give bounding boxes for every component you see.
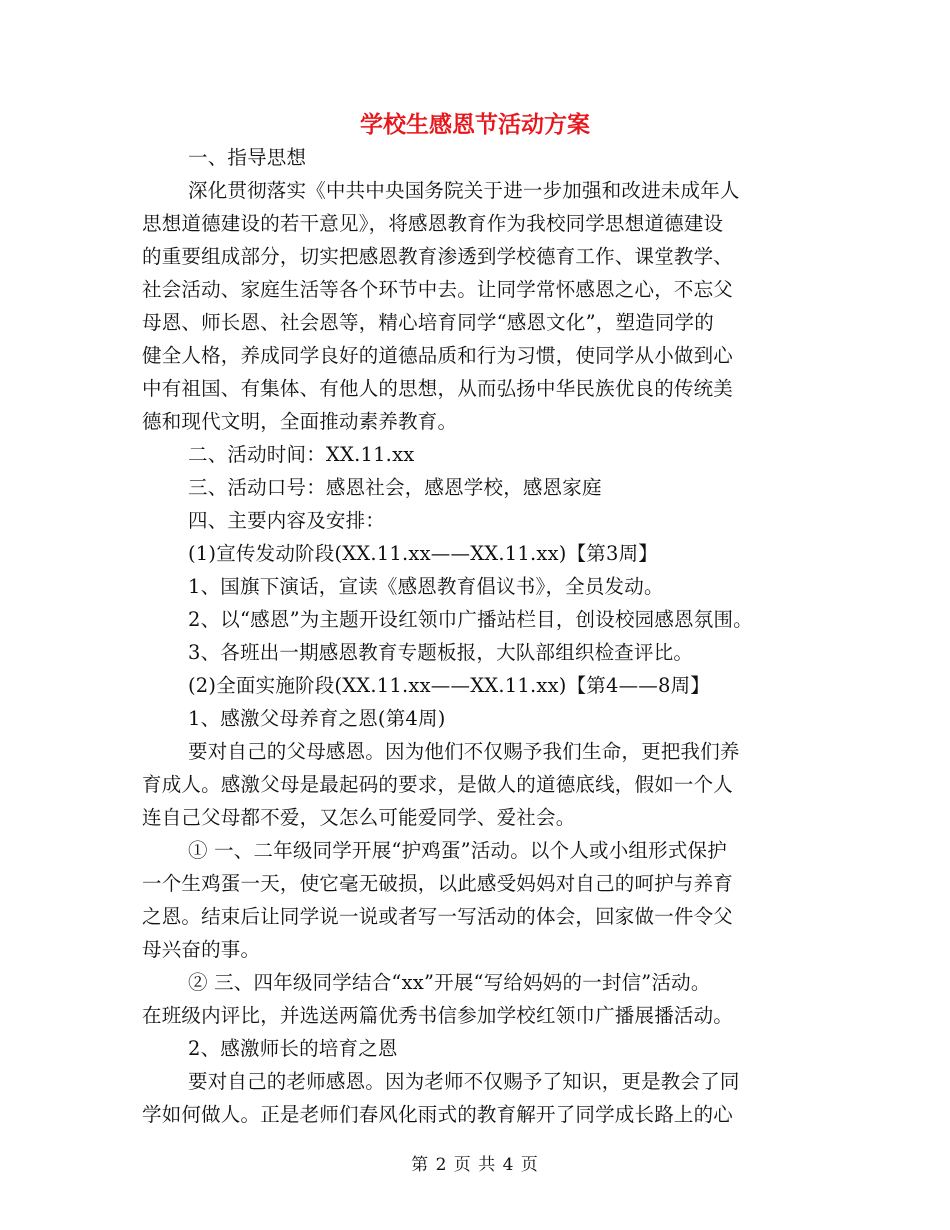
paragraph-line: 在班级内评比，并选送两篇优秀书信参加学校红领巾广播展播活动。	[142, 1004, 734, 1027]
page-number-footer: 第 2 页 共 4 页	[411, 1155, 539, 1175]
document-title: 学校生感恩节活动方案	[360, 112, 590, 138]
paragraph-line: ① 一、二年级同学开展“护鸡蛋”活动。以个人或小组形式保护	[188, 839, 727, 862]
heading-activity-time: 二、活动时间：XX.11.xx	[188, 443, 415, 466]
paragraph-line: 要对自己的老师感恩。因为老师不仅赐予了知识，更是教会了同	[188, 1070, 740, 1093]
paragraph-line: 要对自己的父母感恩。因为他们不仅赐予我们生命，更把我们养	[188, 740, 740, 763]
list-item: 3、各班出一期感恩教育专题板报，大队部组织检查评比。	[188, 641, 694, 664]
list-item: 2、感激师长的培育之恩	[188, 1037, 398, 1060]
paragraph-line: 连自己父母都不爱，又怎么可能爱同学、爱社会。	[142, 806, 576, 829]
paragraph-line: 健全人格，养成同学良好的道德品质和行为习惯，使同学从小做到心	[142, 344, 734, 367]
paragraph-line: ② 三、四年级同学结合“xx”开展“写给妈妈的一封信”活动。	[188, 971, 711, 994]
paragraph-line: 母恩、师长恩、社会恩等，精心培育同学“感恩文化”，塑造同学的	[142, 311, 714, 334]
heading-activity-slogan: 三、活动口号：感恩社会，感恩学校，感恩家庭	[188, 476, 602, 499]
paragraph-line: 育成人。感激父母是最起码的要求，是做人的道德底线，假如一个人	[142, 773, 734, 796]
phase-two-heading: (2)全面实施阶段(XX.11.xx——XX.11.xx)【第4——8周】	[188, 674, 710, 697]
paragraph-line: 深化贯彻落实《中共中央国务院关于进一步加强和改进未成年人	[188, 179, 740, 202]
paragraph-line: 思想道德建设的若干意见》，将感恩教育作为我校同学思想道德建设	[142, 212, 724, 235]
heading-guiding-idea: 一、指导思想	[188, 146, 307, 169]
heading-main-content: 四、主要内容及安排：	[188, 509, 386, 532]
paragraph-line: 一个生鸡蛋一天，使它毫无破损，以此感受妈妈对自己的呵护与养育	[142, 872, 734, 895]
paragraph-line: 德和现代文明，全面推动素养教育。	[142, 410, 458, 433]
phase-one-heading: (1)宣传发动阶段(XX.11.xx——XX.11.xx)【第3周】	[188, 542, 658, 565]
list-item: 1、感激父母养育之恩(第4周)	[188, 707, 446, 730]
paragraph-line: 社会活动、家庭生活等各个环节中去。让同学常怀感恩之心，不忘父	[142, 278, 734, 301]
list-item: 2、以“感恩”为主题开设红领巾广播站栏目，创设校园感恩氛围。	[188, 608, 753, 631]
paragraph-line: 中有祖国、有集体、有他人的思想，从而弘扬中华民族优良的传统美	[142, 377, 734, 400]
paragraph-line: 之恩。结束后让同学说一说或者写一写活动的体会，回家做一件令父	[142, 905, 734, 928]
paragraph-line: 学如何做人。正是老师们春风化雨式的教育解开了同学成长路上的心	[142, 1103, 734, 1126]
paragraph-line: 的重要组成部分，切实把感恩教育渗透到学校德育工作、课堂教学、	[142, 245, 734, 268]
list-item: 1、国旗下演话，宣读《感恩教育倡议书》，全员发动。	[188, 575, 664, 598]
paragraph-line: 母兴奋的事。	[142, 938, 261, 961]
